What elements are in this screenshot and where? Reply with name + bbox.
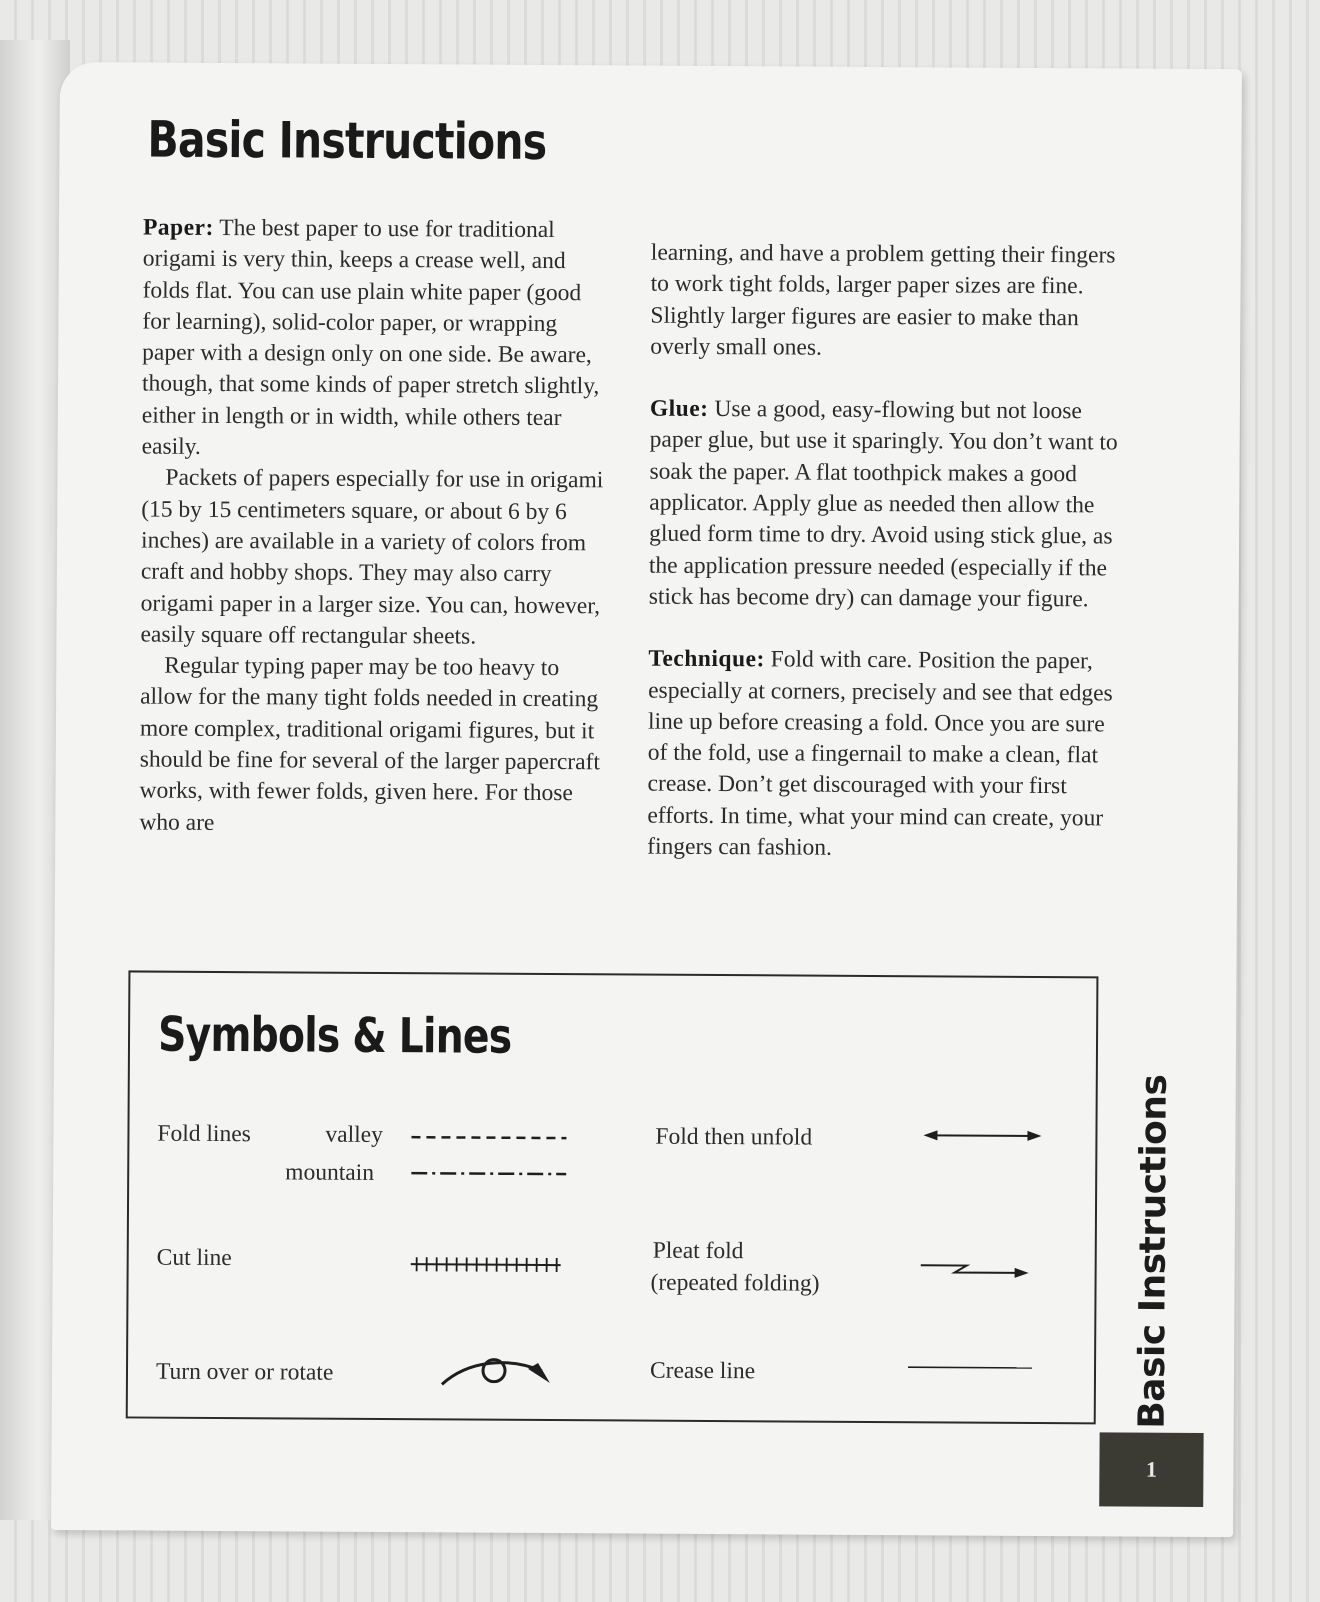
page-number-tab: [1099, 1432, 1203, 1507]
technique-paragraph: [647, 644, 1118, 866]
paper-text: The best paper to use for traditional origami is very thin, keeps a crease well, and folds flat. You can use plain white paper (good for learning), solid-color paper, or wrapping paper with a design only on one side. Be aware, though, that some kinds of paper stretch slightly, either in length or in width, while others tear easily.: [141, 214, 600, 460]
technique-text: Fold with care. Position the paper, especially at corners, precisely and see that edges line up before creasing a fold. Once you are sure of the fold, use a fingernail to make a clean, flat crease. Don’t get discouraged with your first efforts. In time, what your mind can create, your fingers can fashion.: [647, 646, 1113, 861]
technique-heading: Technique:: [648, 645, 765, 673]
side-tab-label: Basic Instructions: [1131, 1074, 1175, 1429]
pleat-fold-label: Pleat fold: [652, 1237, 744, 1265]
turn-over-label: Turn over or rotate: [155, 1358, 334, 1386]
valley-label: valley: [325, 1121, 383, 1148]
glue-text: Use a good, easy-flowing but not loose paper glue, but use it sparingly. You don’t want to soak the paper. A flat toothpick makes a good applicator. Apply glue as needed then allow the glued form time to dry. Avoid using stick glue, as the application pressure needed (especially if the stick has become dry) can damage your figure.: [648, 396, 1118, 613]
turn-over-icon: [438, 1346, 554, 1391]
mountain-line-icon: [411, 1168, 571, 1179]
paper-paragraph: [142, 213, 614, 466]
page-title: Basic Instructions: [147, 110, 547, 171]
crease-line-icon: [908, 1363, 1036, 1372]
valley-line-icon: [411, 1132, 571, 1143]
cut-line-label: Cut line: [156, 1244, 232, 1272]
fold-unfold-label: Fold then unfold: [655, 1123, 813, 1151]
fold-unfold-arrow-icon: [923, 1127, 1041, 1144]
pleat-fold-arrow-icon: [921, 1257, 1031, 1280]
pleat-fold-sublabel: (repeated folding): [650, 1269, 820, 1297]
typing-paragraph: Regular typing paper may be too heavy to allow for the many tight folds needed in creating more complex, traditional origami figures, but it should be fine for several of the larger papercraft works, with fewer folds, given here. For those who are: [139, 652, 601, 836]
mountain-label: mountain: [285, 1159, 375, 1186]
fold-lines-label: Fold lines: [157, 1120, 251, 1148]
right-column: [647, 238, 1121, 866]
side-section-tab: [1118, 1074, 1190, 1429]
continued-paragraph: learning, and have a problem getting their fingers to work tight folds, larger paper sizes are fine. Slightly larger figures are easier to make than overly small ones.: [650, 239, 1116, 361]
symbols-box: [126, 970, 1099, 1424]
symbols-title: Symbols & Lines: [157, 1006, 512, 1065]
left-column: [139, 213, 613, 842]
page-number: 1: [1145, 1456, 1158, 1482]
paper-heading: Paper:: [142, 214, 214, 241]
packets-paragraph: Packets of papers especially for use in origami (15 by 15 centimeters square, or about 6 by 6 inches) are available in a variety of colors from craft and hobby shops. They may also carry origami paper in a larger size. You can, however, easily square off rectangular sheets.: [140, 465, 604, 650]
glue-heading: Glue:: [649, 395, 709, 423]
crease-line-label: Crease line: [649, 1357, 756, 1385]
book-page: [51, 62, 1242, 1537]
glue-paragraph: [649, 394, 1120, 616]
cut-line-icon: [411, 1254, 567, 1275]
